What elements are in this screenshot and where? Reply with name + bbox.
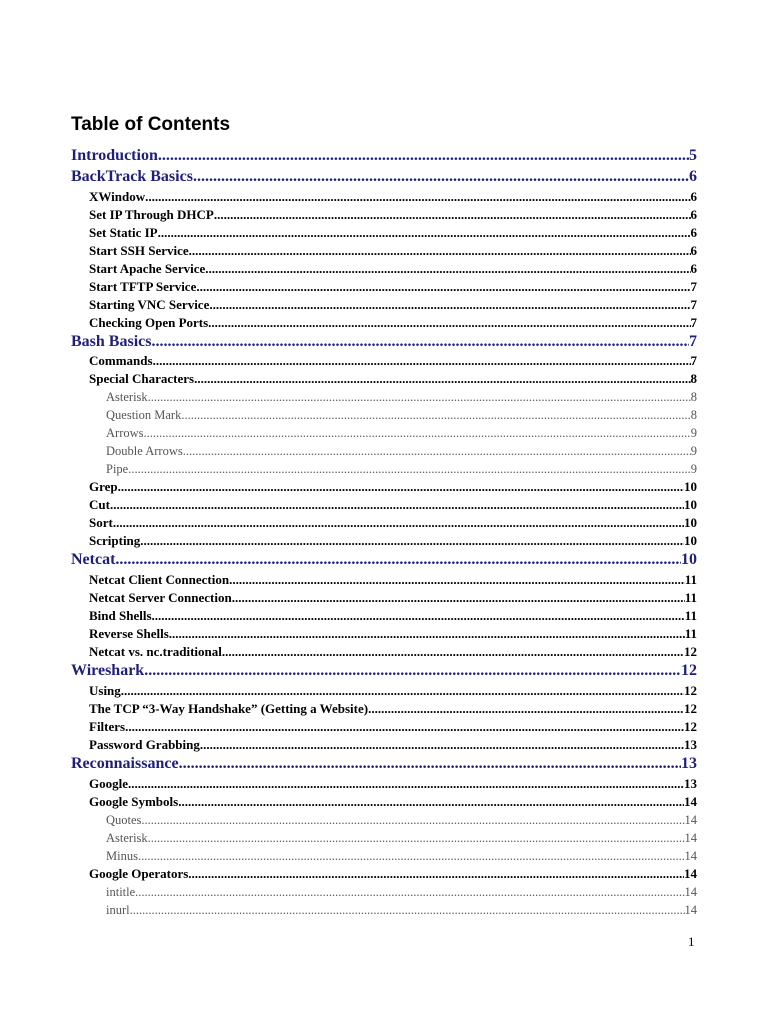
dot-leader [178,793,684,811]
toc-entry-title: Google Symbols [89,793,179,809]
toc-entry-title: BackTrack Basics [71,167,193,185]
toc-entry-title: Google Operators [89,865,189,881]
toc-subsubsection-link[interactable] [71,883,697,901]
dot-leader [145,188,690,206]
toc-entry-page-number: 5 [689,147,697,164]
dot-leader [193,167,689,188]
toc-entry-page-number: 6 [689,167,697,185]
dot-leader [125,718,684,736]
toc-subsection-link[interactable] [71,571,697,589]
dot-leader [169,625,685,643]
dot-leader [368,700,684,718]
toc-entry-page-number: 9 [690,426,697,441]
toc-entry-title: Starting VNC Service [89,296,210,312]
toc-entry-title: Netcat [71,551,116,569]
toc-entry-page-number: 12 [684,700,697,716]
toc-entry-page-number: 6 [690,242,697,258]
toc-entry-title: Introduction [71,147,158,164]
toc-subsection-link[interactable] [71,643,697,661]
toc-entry-page-number: 13 [681,754,697,772]
toc-entry-title: Bash Basics [71,332,152,350]
toc-entry-page-number: 9 [690,462,697,477]
toc-entry-title: Minus [106,848,138,863]
toc-entry-title: Filters [89,718,126,734]
dot-leader [209,296,690,314]
toc-entry-title: Grep [89,479,118,495]
toc-subsubsection-link[interactable] [71,460,697,478]
dot-leader [208,314,690,332]
toc-subsection-link[interactable] [71,682,697,700]
dot-leader [189,242,691,260]
toc-subsection-link[interactable] [71,607,697,625]
dot-leader [128,775,684,793]
toc-subsubsection-link[interactable] [71,811,697,829]
toc-entry-title: Start TFTP Service [89,278,197,294]
toc-entry-title: XWindow [89,188,146,204]
toc-subsubsection-link[interactable] [71,424,697,442]
page-title: Table of Contents [71,114,231,135]
toc-section-link[interactable] [71,146,697,167]
toc-subsection-link[interactable] [71,589,697,607]
toc-entry-page-number: 14 [684,830,697,845]
toc-section-link[interactable] [71,661,697,682]
dot-leader [194,370,690,388]
toc-subsubsection-link[interactable] [71,442,697,460]
toc-entry-title: Google [89,775,128,791]
toc-entry-page-number: 7 [689,332,697,350]
dot-leader [152,607,685,625]
toc-entry-page-number: 13 [684,736,697,752]
toc-entry-title: Start Apache Service [89,260,206,276]
toc-entry-title: Reconnaissance [71,754,179,772]
toc-subsection-link[interactable] [71,496,697,514]
toc-entry-title: Sort [89,515,113,531]
dot-leader [179,754,681,775]
toc-entry-title: Using [89,682,121,698]
toc-entry-page-number: 11 [684,590,697,606]
toc-entry-page-number: 14 [684,848,697,863]
toc-entry-page-number: 10 [684,515,697,531]
toc-subsection-link[interactable] [71,478,697,496]
toc-entry-page-number: 9 [690,444,697,459]
dot-leader [118,478,684,496]
toc-entry-title: Scripting [89,533,141,549]
dot-leader [181,406,690,424]
toc-entry-title: Pipe [106,462,129,477]
toc-entry-title: Question Mark [106,408,182,423]
toc-entry-title: Start SSH Service [89,242,189,258]
toc-entry-title: Wireshark [71,662,145,680]
toc-entry-page-number: 10 [684,497,697,513]
toc-subsection-link[interactable] [71,352,697,370]
dot-leader [151,332,689,353]
dot-leader [121,682,684,700]
toc-entry-page-number: 12 [684,682,697,698]
toc-entry-title: Special Characters [89,371,195,387]
toc-entry-page-number: 13 [684,775,697,791]
toc-entry-title: inurl [106,902,130,917]
toc-entry-page-number: 14 [684,812,697,827]
toc-subsection-link[interactable] [71,775,697,793]
dot-leader [148,388,691,406]
toc-entry-page-number: 11 [684,626,697,642]
toc-section-link[interactable] [71,332,697,353]
toc-entry-page-number: 7 [690,296,697,312]
toc-subsubsection-link[interactable] [71,829,697,847]
toc-entry-title: Checking Open Ports [89,314,209,330]
toc-entry-page-number: 12 [681,662,697,680]
toc-entry-page-number: 6 [690,260,697,276]
dot-leader [196,278,690,296]
toc-entry-title: The TCP “3-Way Handshake” (Getting a Website) [89,700,369,716]
toc-subsection-link[interactable] [71,718,697,736]
toc-subsection-link[interactable] [71,206,697,224]
dot-leader [158,224,691,242]
toc-subsection-link[interactable] [71,224,697,242]
toc-entry-title: Set Static IP [89,224,158,240]
toc-subsection-link[interactable] [71,625,697,643]
dot-leader [158,146,689,167]
toc-entry-page-number: 6 [690,206,697,222]
toc-entry-title: Netcat vs. nc.traditional [89,644,222,660]
toc-entry-title: Double Arrows [106,444,183,459]
toc-section-link[interactable] [71,754,697,775]
toc-entry-title: Set IP Through DHCP [89,206,214,222]
toc-entry-title: Arrows [106,426,144,441]
toc-entry-title: Asterisk [106,830,148,845]
dot-leader [138,847,685,865]
dot-leader [214,206,691,224]
page-number: 1 [688,934,695,949]
toc-entry-title: Bind Shells [89,608,152,624]
toc-entry-page-number: 14 [684,793,697,809]
toc-subsection-link[interactable] [71,793,697,811]
toc-subsection-link[interactable] [71,514,697,532]
toc-subsection-link[interactable] [71,242,697,260]
toc-entry-page-number: 7 [690,278,697,294]
toc-subsection-link[interactable] [71,314,697,332]
toc-section-link[interactable] [71,550,697,571]
dot-leader [148,829,685,847]
toc-subsection-link[interactable] [71,278,697,296]
toc-entry-page-number: 10 [681,551,697,569]
toc-entry-page-number: 14 [684,865,697,881]
toc-subsection-link[interactable] [71,260,697,278]
toc-entry-title: Commands [89,353,153,369]
dot-leader [144,661,681,682]
toc-entry-title: Password Grabbing [89,736,200,752]
dot-leader [113,514,684,532]
dot-leader [200,736,684,754]
toc-entry-page-number: 11 [684,572,697,588]
toc-section-link[interactable] [71,167,697,188]
toc-entry-title: Reverse Shells [89,626,169,642]
toc-subsection-link[interactable] [71,296,697,314]
dot-leader [153,352,691,370]
toc-subsection-link[interactable] [71,370,697,388]
toc-entry-page-number: 8 [690,390,697,405]
dot-leader [135,883,684,901]
toc-entry-page-number: 12 [684,644,697,660]
dot-leader [229,571,685,589]
toc-subsection-link[interactable] [71,188,697,206]
toc-entry-page-number: 6 [690,188,697,204]
dot-leader [128,460,691,478]
dot-leader [222,643,684,661]
toc-subsubsection-link[interactable] [71,901,697,919]
toc-entry-page-number: 7 [690,314,697,330]
toc-entry-page-number: 7 [690,353,697,369]
toc-entry-title: Quotes [106,812,142,827]
toc-subsubsection-link[interactable] [71,388,697,406]
toc-subsubsection-link[interactable] [71,406,697,424]
toc-subsection-link[interactable] [71,736,697,754]
toc-entry-page-number: 11 [684,608,697,624]
toc-subsection-link[interactable] [71,532,697,550]
dot-leader [205,260,690,278]
dot-leader [130,901,685,919]
dot-leader [115,550,681,571]
toc-entry-page-number: 12 [684,718,697,734]
toc-entry-title: Netcat Server Connection [89,590,232,606]
dot-leader [144,424,691,442]
toc-subsection-link[interactable] [71,700,697,718]
toc-entry-page-number: 8 [690,371,697,387]
dot-leader [232,589,685,607]
dot-leader [188,865,684,883]
dot-leader [140,532,684,550]
toc-entry-title: Cut [89,497,110,513]
toc-subsection-link[interactable] [71,865,697,883]
toc-entry-page-number: 10 [684,479,697,495]
toc-subsubsection-link[interactable] [71,847,697,865]
dot-leader [141,811,684,829]
toc-entry-title: intitle [106,884,136,899]
toc-entry-page-number: 8 [690,408,697,423]
dot-leader [183,442,691,460]
toc-entry-title: Asterisk [106,390,148,405]
toc-entry-page-number: 14 [684,902,697,917]
toc-entry-page-number: 6 [690,224,697,240]
toc-entry-title: Netcat Client Connection [89,572,230,588]
toc-entry-page-number: 10 [684,533,697,549]
toc-entry-page-number: 14 [684,884,697,899]
dot-leader [110,496,684,514]
table-of-contents [71,146,697,919]
